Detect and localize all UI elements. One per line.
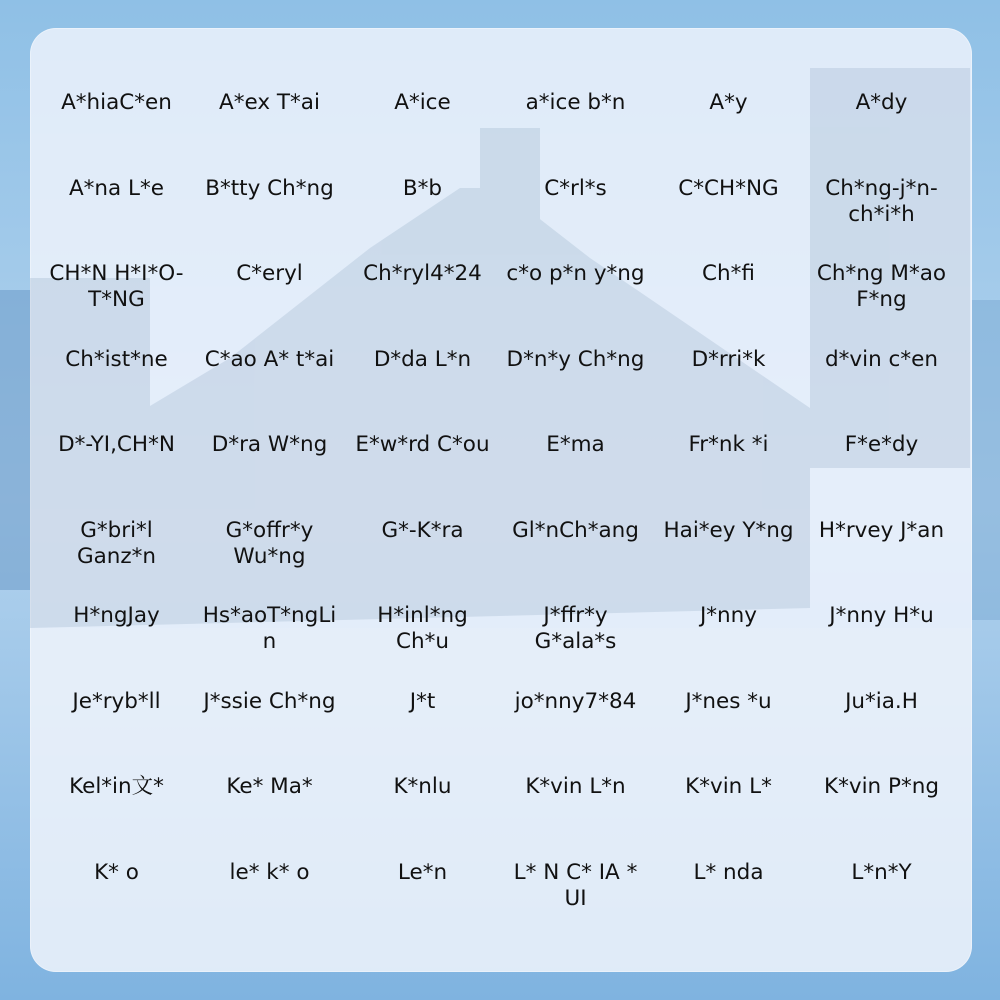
name-entry: D*ra W*ng bbox=[211, 432, 328, 457]
name-entry: G*-K*ra bbox=[381, 517, 464, 543]
name-entry: Ch*ist*ne bbox=[65, 346, 168, 372]
names-grid bbox=[40, 90, 958, 945]
name-entry: Hai*ey Y*ng bbox=[663, 517, 794, 543]
name-entry: Ke* Ma* bbox=[226, 774, 313, 799]
name-entry: K*nlu bbox=[393, 774, 452, 799]
name-entry: F*e*dy bbox=[844, 432, 919, 457]
name-entry: jo*nny7*84 bbox=[514, 688, 637, 714]
name-entry: c*o p*n y*ng bbox=[506, 261, 645, 286]
name-entry: Je*ryb*ll bbox=[72, 688, 161, 714]
name-entry: le* k* o bbox=[229, 859, 310, 885]
name-entry: J*ssie Ch*ng bbox=[203, 688, 336, 714]
name-entry: Ch*ryl4*24 bbox=[363, 261, 482, 286]
name-entry: L*n*Y bbox=[851, 859, 912, 885]
name-entry: Ch*ng-j*n-ch*i*h bbox=[825, 175, 938, 227]
name-entry: Hs*aoT*ngLin bbox=[202, 603, 337, 654]
name-entry: H*ngJay bbox=[73, 603, 160, 628]
name-entry: Fr*nk *i bbox=[688, 432, 769, 457]
name-entry: J*ffr*y G*ala*s bbox=[534, 603, 617, 654]
name-entry: K*vin L* bbox=[685, 774, 772, 799]
name-entry: K*vin P*ng bbox=[824, 774, 939, 799]
name-entry: Kel*in文* bbox=[69, 774, 164, 799]
name-entry: D*-YI,CH*N bbox=[58, 432, 175, 457]
name-entry: H*rvey J*an bbox=[818, 517, 945, 543]
name-entry: A*hiaC*en bbox=[61, 90, 172, 115]
name-entry: J*nny H*u bbox=[829, 603, 934, 628]
name-entry: L* nda bbox=[693, 859, 764, 885]
name-entry: A*ice bbox=[394, 90, 451, 115]
name-entry: A*ex T*ai bbox=[219, 90, 320, 115]
name-entry: D*n*y Ch*ng bbox=[506, 346, 645, 372]
name-entry: Ju*ia.H bbox=[845, 688, 918, 714]
name-entry: C*rl*s bbox=[544, 175, 607, 201]
name-entry: L* N C* IA * UI bbox=[513, 859, 638, 911]
name-entry: Ch*fi bbox=[702, 261, 755, 286]
name-entry: K*vin L*n bbox=[525, 774, 626, 799]
name-entry: J*nes *u bbox=[685, 688, 772, 714]
name-entry: D*rri*k bbox=[691, 346, 766, 372]
name-entry: G*offr*y Wu*ng bbox=[225, 517, 314, 569]
names-card bbox=[30, 28, 972, 972]
name-entry: A*y bbox=[709, 90, 748, 115]
name-entry: E*ma bbox=[546, 432, 605, 457]
name-entry: C*eryl bbox=[236, 261, 303, 286]
name-entry: A*dy bbox=[855, 90, 908, 115]
name-entry: Gl*nCh*ang bbox=[512, 517, 639, 543]
name-entry: D*da L*n bbox=[373, 346, 472, 372]
name-entry: E*w*rd C*ou bbox=[355, 432, 490, 457]
name-entry: B*b bbox=[402, 175, 443, 201]
name-entry: B*tty Ch*ng bbox=[205, 175, 334, 201]
name-entry: J*t bbox=[409, 688, 436, 714]
name-entry: d*vin c*en bbox=[825, 346, 938, 372]
name-entry: CH*N H*I*O-T*NG bbox=[49, 261, 184, 312]
name-entry: C*ao A* t*ai bbox=[204, 346, 335, 372]
name-entry: J*nny bbox=[699, 603, 758, 628]
name-entry: C*CH*NG bbox=[678, 175, 779, 201]
name-entry: G*bri*l Ganz*n bbox=[76, 517, 157, 569]
name-entry: K* o bbox=[94, 859, 139, 885]
name-entry: Le*n bbox=[397, 859, 448, 885]
name-entry: a*ice b*n bbox=[525, 90, 626, 115]
name-entry: H*inl*ng Ch*u bbox=[377, 603, 468, 654]
name-entry: Ch*ng M*ao F*ng bbox=[816, 261, 947, 312]
name-entry: A*na L*e bbox=[68, 175, 165, 201]
